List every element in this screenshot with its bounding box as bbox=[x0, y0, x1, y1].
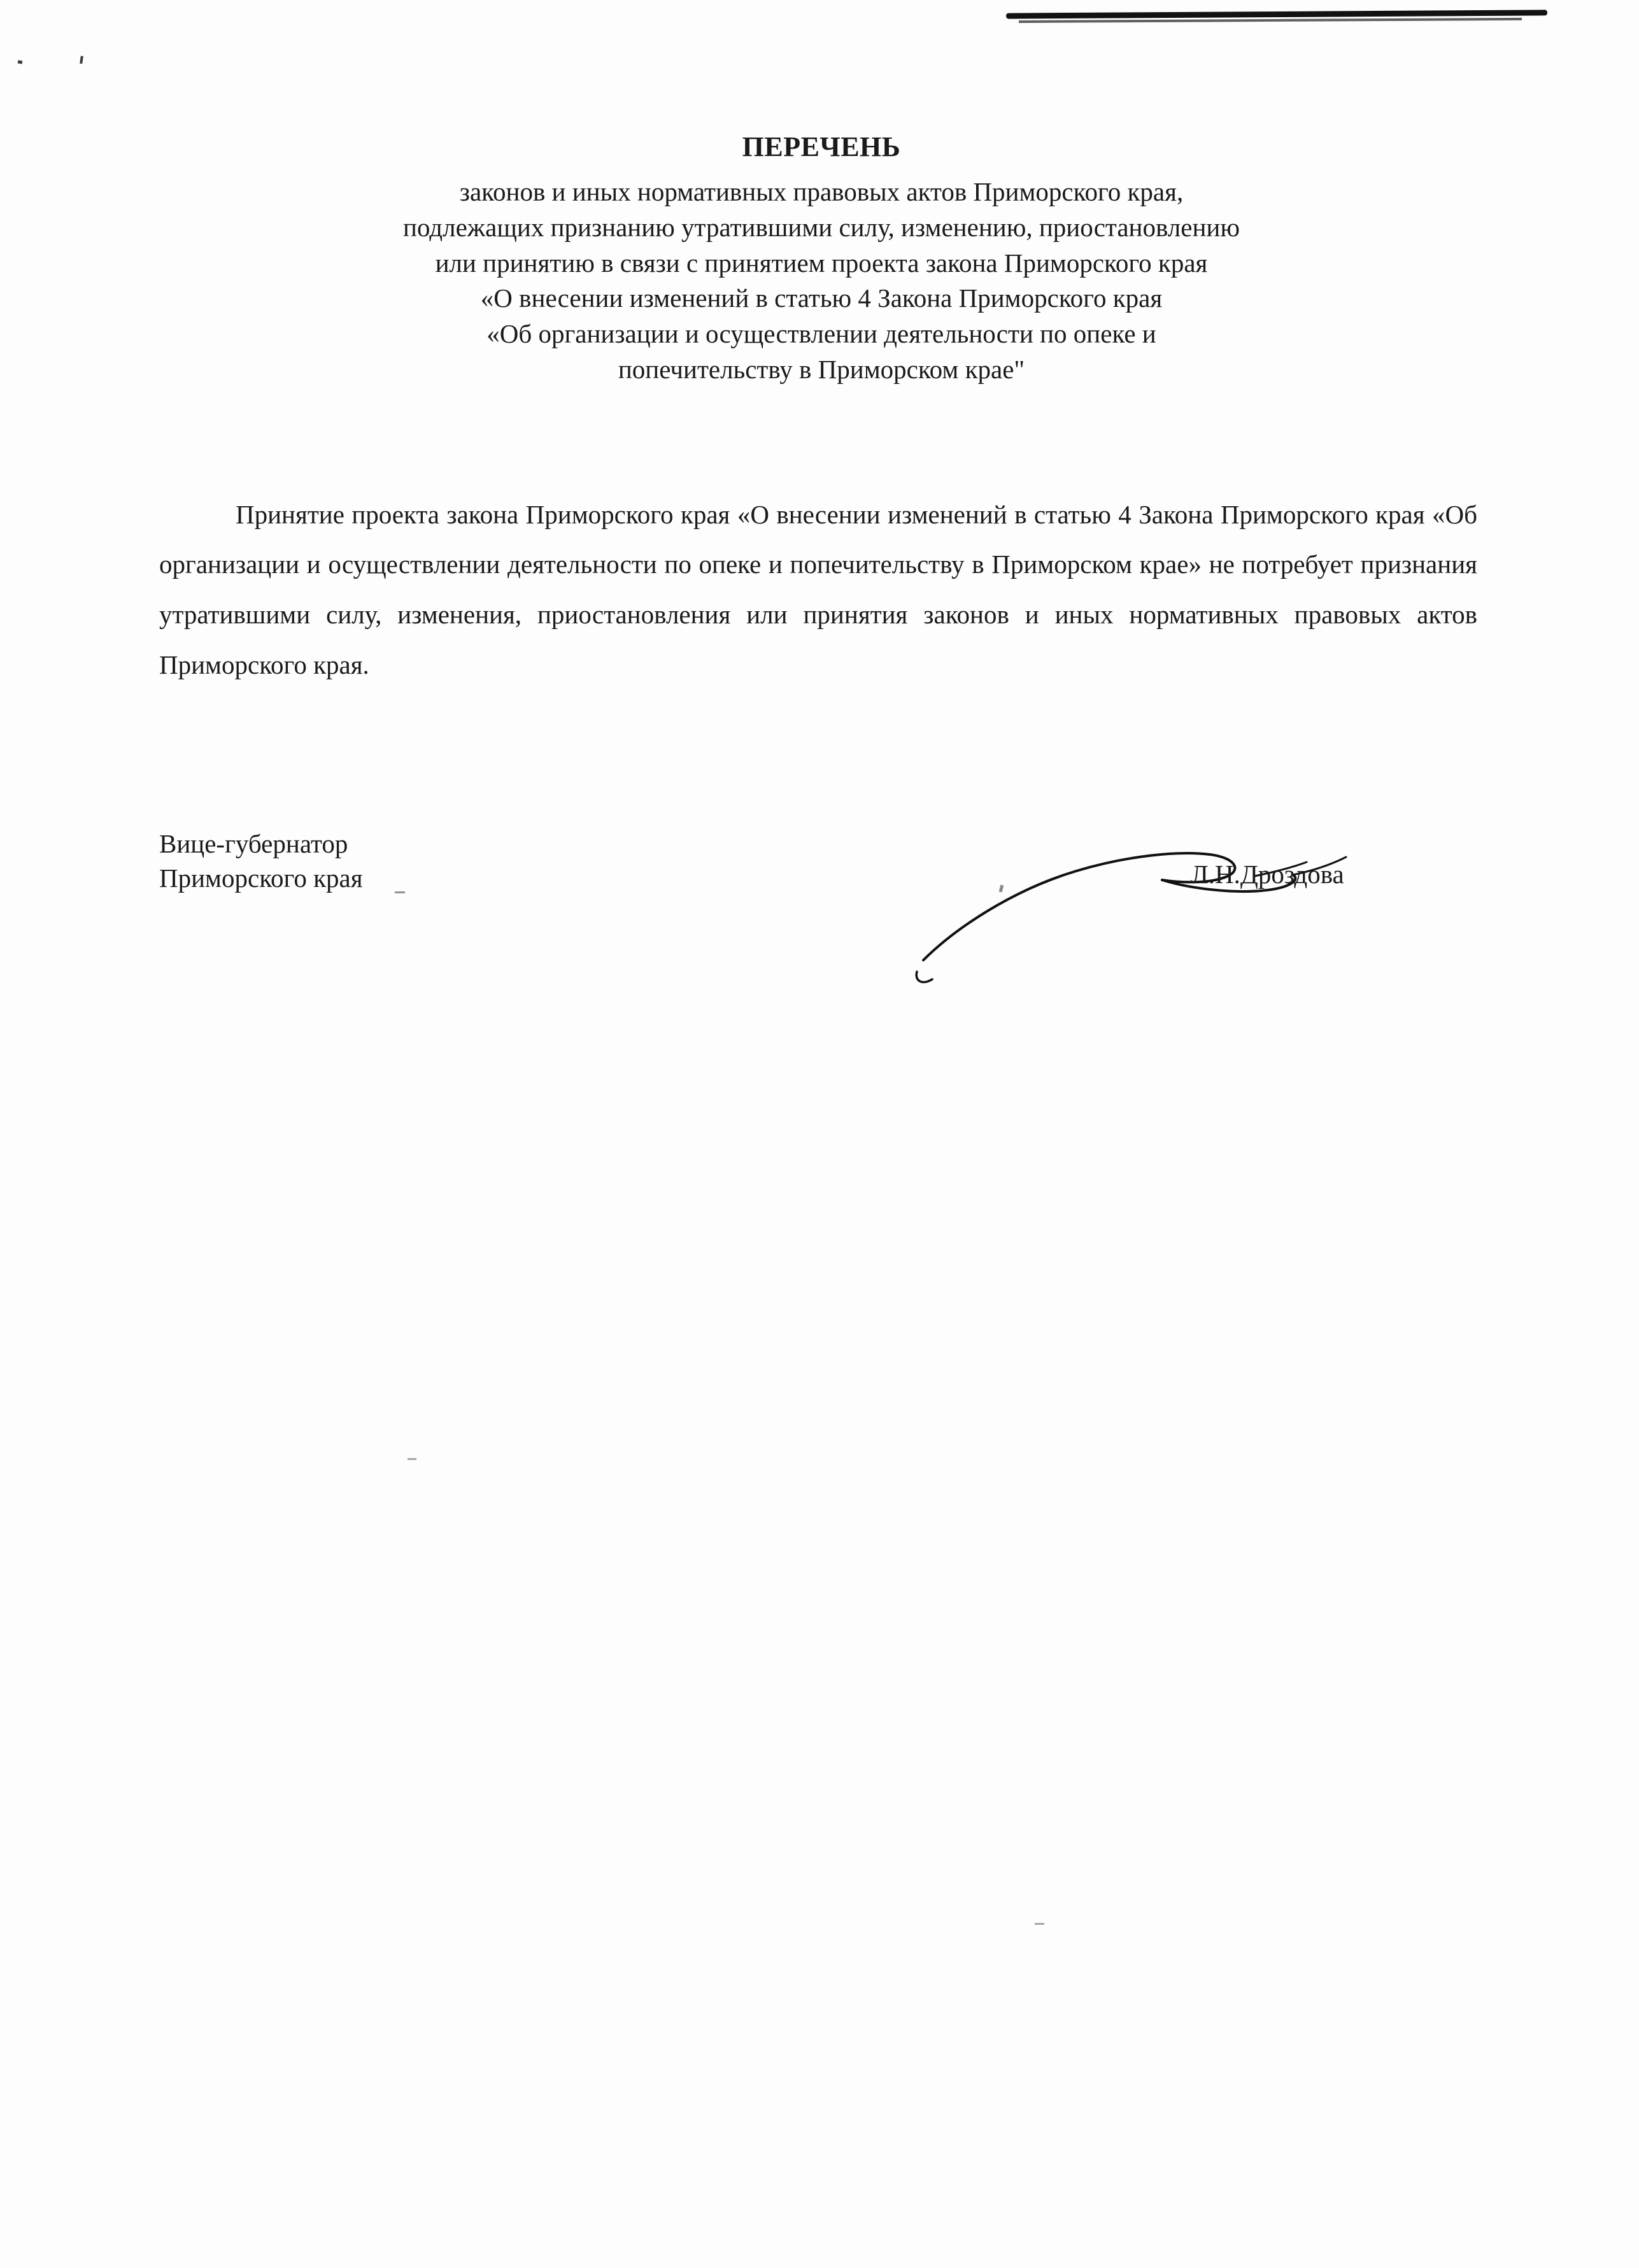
signer-role-line-2: Приморского края bbox=[159, 863, 363, 893]
document-subtitle bbox=[159, 174, 1484, 388]
document-content bbox=[159, 0, 1484, 896]
scan-speck bbox=[80, 56, 83, 64]
scan-speck bbox=[408, 1458, 416, 1460]
scan-speck bbox=[18, 60, 23, 64]
subtitle-line: подлежащих признанию утратившими силу, изменению, приостановлению bbox=[403, 212, 1240, 242]
subtitle-line: «О внесении изменений в статью 4 Закона Приморского края bbox=[480, 283, 1163, 313]
signature-block bbox=[159, 826, 1484, 895]
subtitle-line: законов и иных нормативных правовых актов Приморского края, bbox=[459, 177, 1184, 206]
body-paragraph: Принятие проекта закона Приморского края «О внесении изменений в статью 4 Закона Приморского края «Об организации и осуществлении деятельности по опеке и попечительству в Приморском крае» не потребует признания утратившими силу, изменения, приостановления или принятия законов и иных нормативных правовых актов Приморского края. bbox=[159, 499, 1477, 679]
subtitle-line: или принятию в связи с принятием проекта закона Приморского края bbox=[435, 248, 1208, 278]
scan-speck bbox=[1035, 1923, 1044, 1925]
signer-name: Л.Н.Дроздова bbox=[1191, 860, 1344, 889]
subtitle-line: попечительству в Приморском крае" bbox=[618, 354, 1025, 384]
document-title: ПЕРЕЧЕНЬ bbox=[742, 131, 901, 162]
signer-role-line-1: Вице-губернатор bbox=[159, 829, 348, 859]
subtitle-line: «Об организации и осуществлении деятельности по опеке и bbox=[486, 319, 1156, 348]
